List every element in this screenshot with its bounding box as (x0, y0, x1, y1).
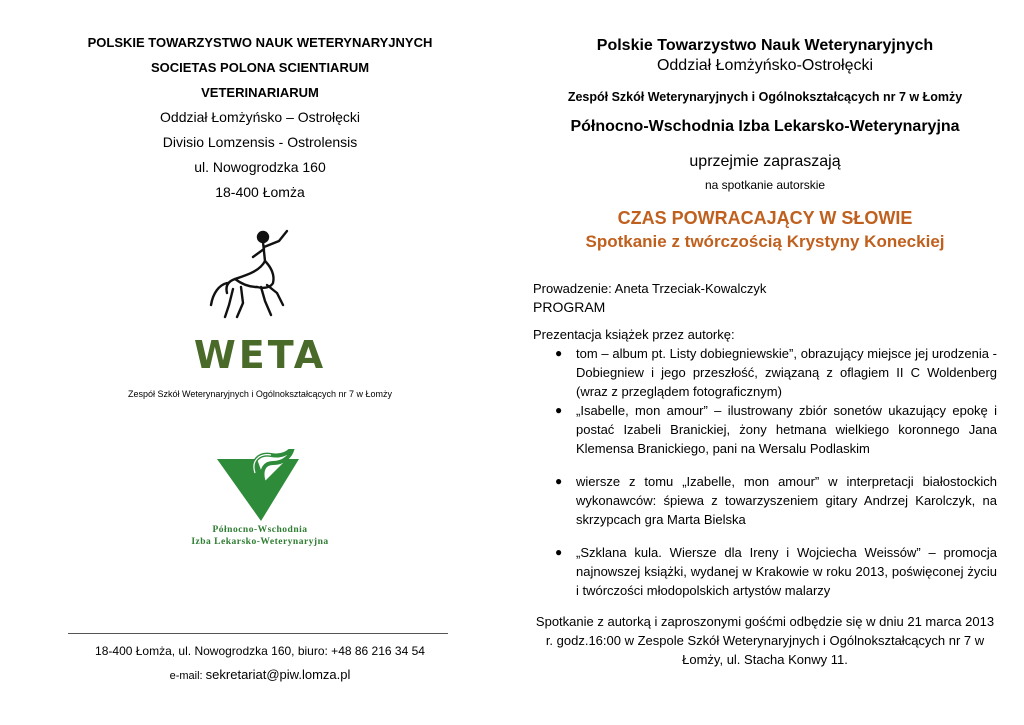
program-list (533, 344, 997, 600)
city-address: 18-400 Łomża (215, 184, 305, 200)
contact-address: 18-400 Łomża, ul. Nowogrodzka 160, biuro: +48 86 216 34 54 (95, 644, 425, 658)
right-panel (533, 36, 997, 669)
centaur-logo-icon (205, 223, 315, 323)
bullet-icon: ● (555, 346, 563, 360)
street-address: ul. Nowogrodzka 160 (194, 159, 326, 175)
event-subtitle: Spotkanie z twórczością Krystyny Koneckiej (585, 232, 945, 251)
list-item-text: „Isabelle, mon amour” – ilustrowany zbiór sonetów ukazujący epokę i postać Izabeli Branickiej, żony hetmana wielkiego koronnego Jana Klemensa Branickiego, pani na Wersalu Podlaskim (576, 403, 997, 456)
org-name-polish: POLSKIE TOWARZYSTWO NAUK WETERYNARYJNYCH (87, 35, 433, 50)
list-item (533, 344, 997, 401)
invite-text: uprzejmie zapraszają (689, 153, 841, 170)
left-panel (40, 30, 480, 548)
weta-logo: WETA (193, 333, 327, 377)
email-address: sekretariat@piw.lomza.pl (205, 667, 351, 682)
bullet-icon: ● (555, 403, 563, 417)
chamber-name: Północno-Wschodnia Izba Lekarsko-Weterynaryjna (570, 118, 960, 135)
footer-divider (68, 633, 448, 634)
chamber-v-logo-icon (195, 449, 325, 524)
meeting-type: na spotkanie autorskie (704, 178, 826, 192)
event-title: CZAS POWRACAJĄCY W SŁOWIE (617, 208, 913, 228)
bullet-icon: ● (555, 474, 563, 488)
program-intro: Prezentacja książek przez autorkę: (533, 327, 735, 342)
org-title: Polskie Towarzystwo Nauk Weterynaryjnych (596, 37, 934, 54)
host-line: Prowadzenie: Aneta Trzeciak-Kowalczyk (533, 281, 767, 296)
org-name-latin-1: SOCIETAS POLONA SCIENTIARUM (150, 60, 370, 75)
branch-latin: Divisio Lomzensis - Ostrolensis (162, 134, 358, 150)
list-item-text: tom – album pt. Listy dobiegniewskie”, obrazujący miejsce jej urodzenia - Dobiegniew i jego przeszłość, związaną z oflagiem II C Woldenberg (wraz z przeglądem fotograficznym) (576, 346, 997, 399)
org-branch: Oddział Łomżyńsko-Ostrołęcki (656, 57, 874, 74)
chamber-logo-line2: Izba Lekarsko-Weterynaryjna (191, 537, 329, 547)
list-item-text: wiersze z tomu „Izabelle, mon amour” w interpretacji białostockich wykonawców: śpiewa z towarzyszeniem gitary Andrzej Karolczyk, na skrzypcach gra Marta Bielska (576, 474, 997, 527)
school-name-small: Zespół Szkół Weterynaryjnych i Ogólnokształcących nr 7 w Łomży (128, 389, 392, 399)
list-item (533, 543, 997, 600)
bullet-icon: ● (555, 545, 563, 559)
chamber-logo-line1: Północno-Wschodnia (212, 525, 308, 535)
list-item (533, 401, 997, 458)
branch-polish: Oddział Łomżyńsko – Ostrołęcki (160, 109, 360, 125)
org-name-latin-2: VETERINARIARUM (201, 85, 319, 100)
list-item (533, 472, 997, 529)
closing-text: Spotkanie z autorką i zaproszonymi gośćmi odbędzie się w dniu 21 marca 2013 r. godz.16:00 w Zespole Szkół Weterynaryjnych i Ogólnokształcących nr 7 w Łomży, ul. Stacha Konwy 11. (535, 614, 995, 667)
list-item-text: „Szklana kula. Wiersze dla Ireny i Wojciecha Weissów” – promocja najnowszej książki, wydanej w Krakowie w roku 2013, poświęconej życiu i twórczości młodopolskich artystów malarzy (576, 545, 997, 598)
contact-email-line (40, 667, 480, 682)
email-label: e-mail: (169, 670, 206, 682)
program-label: PROGRAM (533, 299, 606, 315)
school-name: Zespół Szkół Weterynaryjnych i Ogólnokształcących nr 7 w Łomży (567, 90, 963, 104)
